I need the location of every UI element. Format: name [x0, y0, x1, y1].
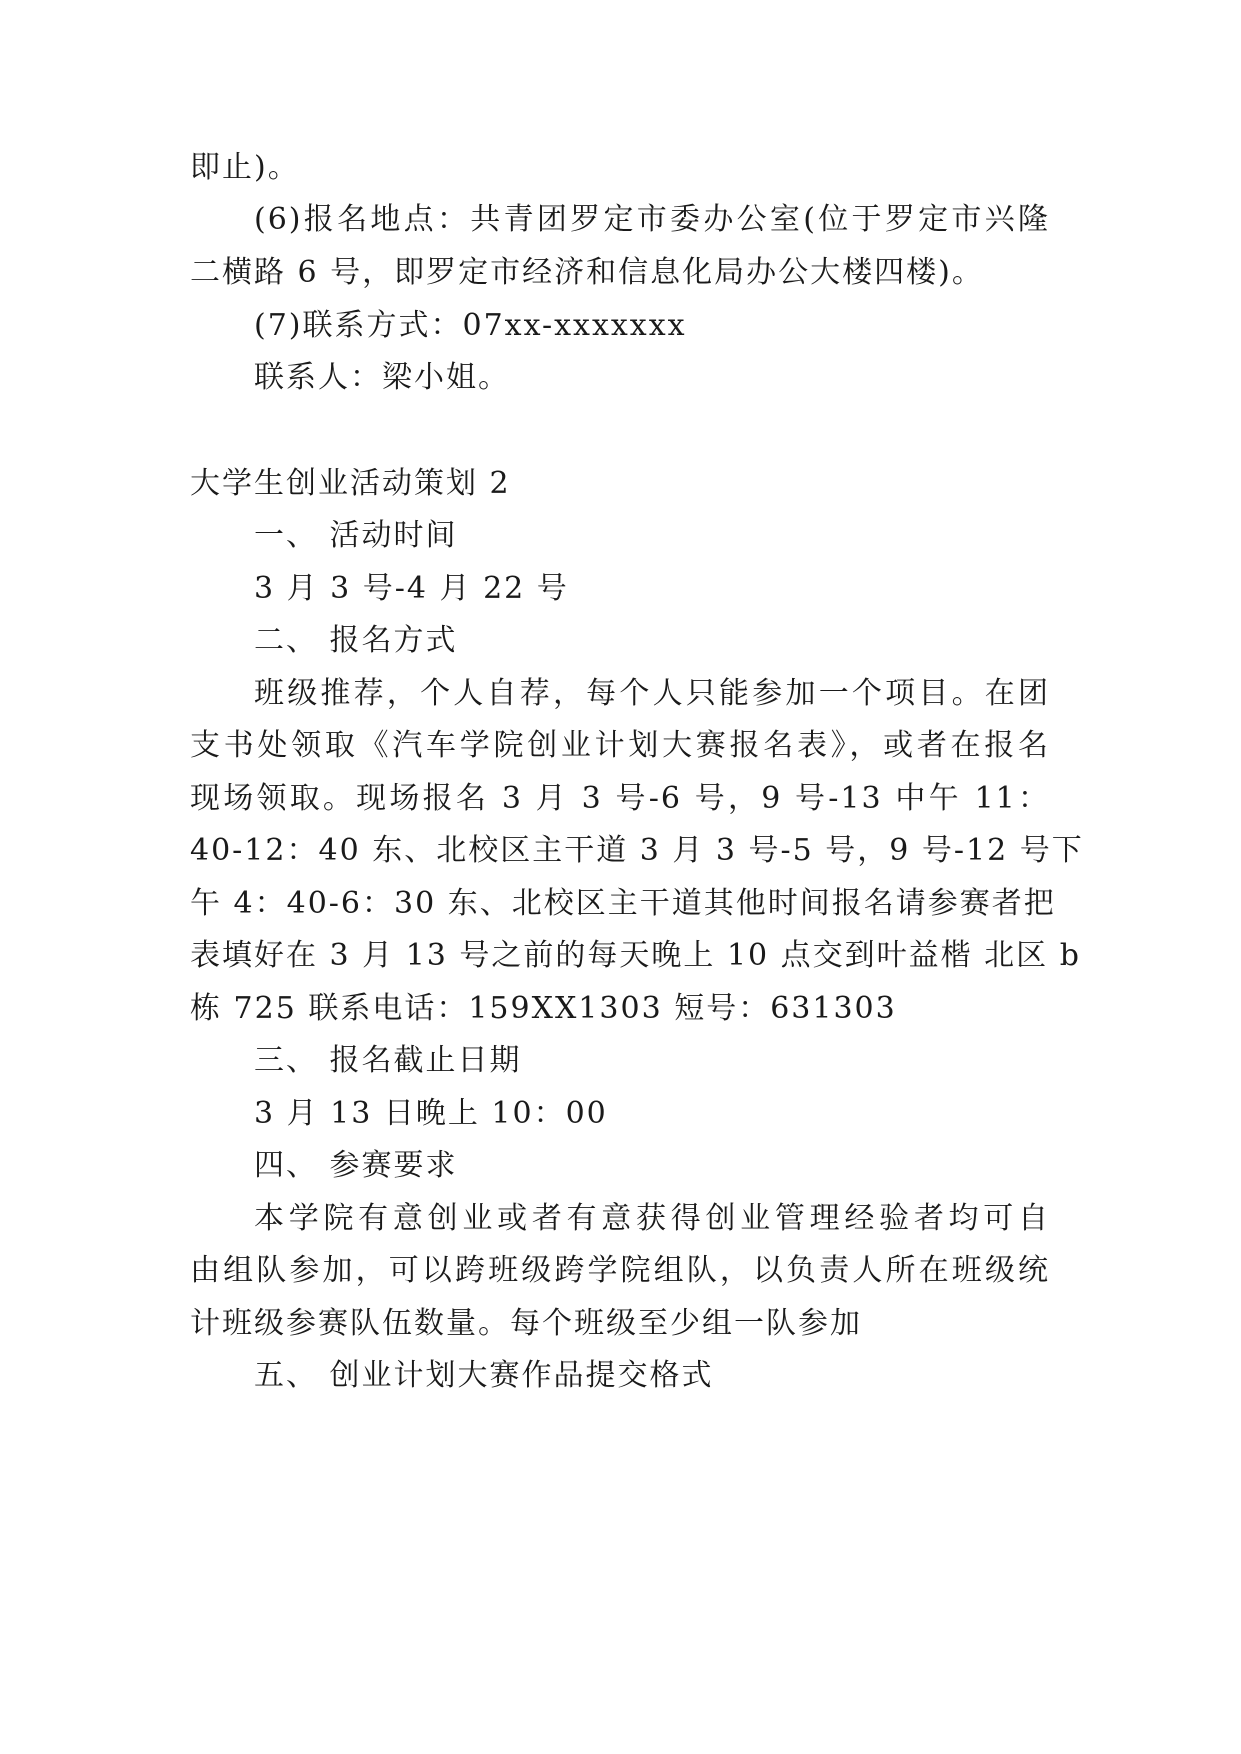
- text-line: 二横路 6 号，即罗定市经济和信息化局办公大楼四楼)。: [190, 255, 984, 290]
- text-line: (7)联系方式：07xx-xxxxxxx: [254, 308, 687, 343]
- section-heading: 五、 创业计划大赛作品提交格式: [254, 1358, 714, 1393]
- section-heading: 二、 报名方式: [254, 623, 458, 658]
- text-line: 由组队参加，可以跨班级跨学院组队，以负责人所在班级统: [190, 1253, 1050, 1288]
- text-line: 栋 725 联系电话：159XX1303 短号：631303: [190, 991, 897, 1026]
- text-line: 计班级参赛队伍数量。每个班级至少组一队参加: [190, 1306, 862, 1341]
- text-line: 本学院有意创业或者有意获得创业管理经验者均可自: [254, 1201, 1050, 1236]
- text-line: 表填好在 3 月 13 号之前的每天晚上 10 点交到叶益楷 北区 b: [190, 938, 1081, 973]
- text-line: 联系人：梁小姐。: [254, 360, 510, 395]
- text-line: 班级推荐，个人自荐，每个人只能参加一个项目。在团: [254, 676, 1050, 711]
- text-line: 现场领取。现场报名 3 月 3 号-6 号，9 号-13 中午 11：: [190, 781, 1050, 816]
- text-line: 午 4：40-6：30 东、北校区主干道其他时间报名请参赛者把: [190, 886, 1056, 921]
- text-line: 40-12：40 东、北校区主干道 3 月 3 号-5 号，9 号-12 号下: [190, 833, 1084, 868]
- text-line: 支书处领取《汽车学院创业计划大赛报名表》，或者在报名: [190, 728, 1050, 763]
- section-heading: 三、 报名截止日期: [254, 1043, 522, 1078]
- section-heading: 一、 活动时间: [254, 518, 458, 553]
- text-line: (6)报名地点：共青团罗定市委办公室(位于罗定市兴隆: [254, 202, 1050, 237]
- text-line: 3 月 13 日晚上 10：00: [254, 1096, 608, 1131]
- text-line: 即止)。: [190, 150, 300, 185]
- section-title: 大学生创业活动策划 2: [190, 466, 511, 501]
- text-line: 3 月 3 号-4 月 22 号: [254, 571, 569, 606]
- section-heading: 四、 参赛要求: [254, 1148, 458, 1183]
